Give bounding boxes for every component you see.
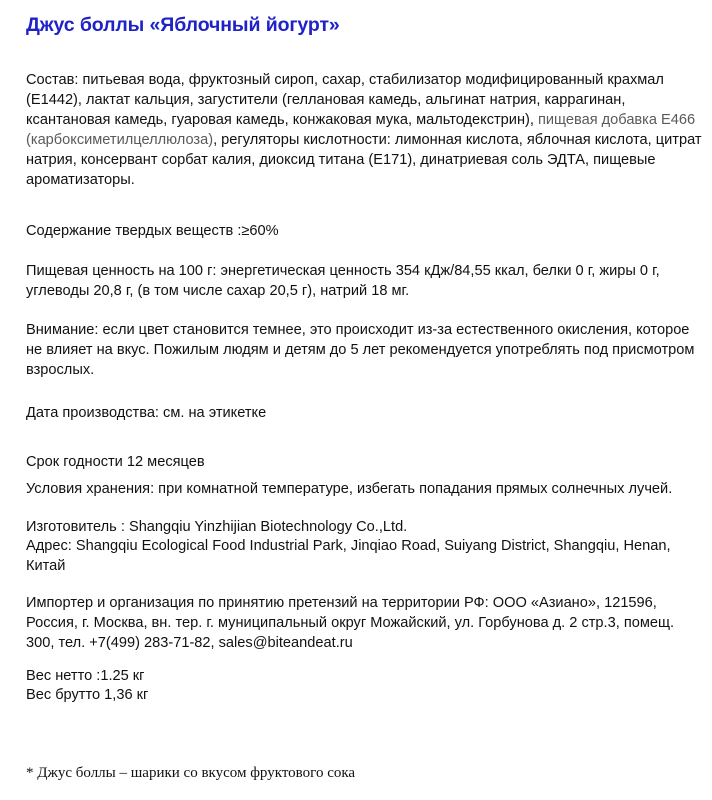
footnote: * Джус боллы – шарики со вкусом фруктового сока — [26, 765, 356, 781]
attention-notice: Внимание: если цвет становится темнее, это происходит из-за естественного окисления, которое не влияет на вкус. Пожилым людям и детям до 5 лет рекомендуется употреблять под присмотром взрослых. — [26, 322, 695, 378]
production-date: Дата производства: см. на этикетке — [26, 405, 267, 421]
manufacturer: Изготовитель : Shangqiu Yinzhijian Biotechnology Co.,Ltd. — [26, 519, 408, 535]
shelf-life: Срок годности 12 месяцев — [26, 454, 205, 470]
composition-paragraph — [26, 70, 706, 190]
storage-conditions: Условия хранения: при комнатной температуре, избегать попадания прямых солнечных лучей. — [26, 481, 673, 497]
solids-content: Содержание твердых веществ :≥60% — [26, 223, 279, 239]
manufacturer-address: Адрес: Shangqiu Ecological Food Industrial Park, Jinqiao Road, Suiyang District, Shangqiu, Henan, Китай — [26, 538, 671, 574]
net-weight: Вес нетто :1.25 кг — [26, 668, 145, 684]
composition-text-rest: , регуляторы кислотности: лимонная кислота, яблочная кислота, цитрат натрия, консервант сорбат калия, диоксид титана (Е171), динатриевая соль ЭДТА, пищевые ароматизаторы. — [26, 132, 702, 188]
importer-info: Импортер и организация по принятию претензий на территории РФ: ООО «Азиано», 121596, Россия, г. Москва, вн. тер. г. муниципальный округ Можайский, ул. Горбунова д. 2 стр.3, помещ. 300, тел. +7(499) 283-71-82, sales@biteandeat.ru — [26, 595, 675, 651]
composition-additive-text: пищевая добавка E466 (карбоксиметилцеллюлоза) — [26, 112, 696, 148]
composition-text: Состав: питьевая вода, фруктозный сироп, сахар, стабилизатор модифицированный крахмал (E1442), лактат кальция, загустители (геллановая камедь, альгинат натрия, каррагинан, ксантановая камедь, гуаровая камедь, конжаковая мука, мальтодекстрин), — [26, 72, 664, 128]
gross-weight: Вес брутто 1,36 кг — [26, 687, 149, 703]
product-title: Джус боллы «Яблочный йогурт» — [26, 14, 340, 36]
nutrition-facts: Пищевая ценность на 100 г: энергетическая ценность 354 кДж/84,55 ккал, белки 0 г, жиры 0 г, углеводы 20,8 г, (в том числе сахар 20,5 г), натрий 18 мг. — [26, 263, 660, 299]
